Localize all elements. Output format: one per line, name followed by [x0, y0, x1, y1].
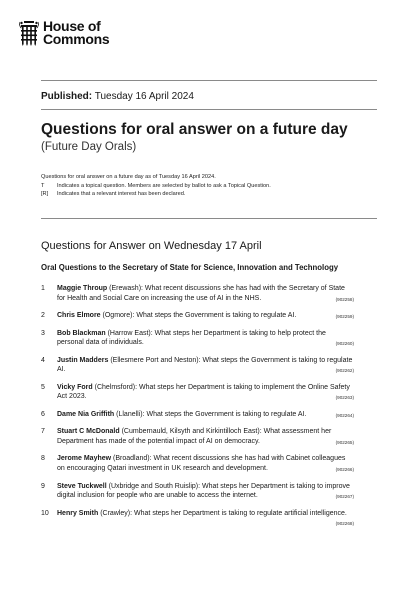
question-body: [57, 284, 353, 305]
question-number: 6: [41, 410, 45, 418]
question-text: What steps her Department is taking to help protect the personal data of individuals.: [57, 329, 326, 347]
constituency: (Crawley):: [100, 509, 133, 517]
question-text: What steps the Government is taking to regulate AI.: [57, 356, 353, 374]
question-number: 9: [41, 482, 45, 490]
question-item: [41, 284, 353, 305]
department-subheading: Oral Questions to the Secretary of State for Science, Innovation and Technology: [41, 263, 339, 272]
question-text: What steps her Department is taking to regulate artificial intelligence.: [134, 509, 347, 517]
question-reference: (902258): [335, 296, 354, 302]
question-body: [57, 509, 353, 530]
constituency: (Cumbernauld, Kilsyth and Kirkintilloch East):: [121, 428, 262, 436]
question-text: What recent discussions she has had with the Secretary of State for Health and Social Care on increasing the use of AI in the NHS.: [57, 285, 345, 302]
question-reference: (902264): [335, 412, 354, 418]
intro-line: Questions for oral answer on a future day as of Tuesday 16 April 2024.: [41, 174, 216, 180]
question-number: 7: [41, 428, 45, 436]
question-reference: (902266): [335, 467, 354, 473]
question-number: 3: [41, 329, 45, 337]
question-item: [41, 356, 353, 377]
member-name: Justin Madders: [57, 356, 109, 364]
question-number: 4: [41, 356, 45, 364]
member-name: Steve Tuckwell: [57, 482, 107, 490]
question-body: [57, 383, 353, 404]
constituency: (Ogmore):: [102, 312, 135, 320]
logo-line-1: House of: [43, 18, 101, 34]
published-label: Published:: [41, 91, 93, 102]
legend-text: Indicates that a relevant interest has been declared.: [57, 191, 186, 198]
legend-row-interest: [41, 190, 371, 199]
logo-line-2: Commons: [43, 31, 110, 47]
question-reference: (902265): [335, 439, 354, 445]
member-name: Chris Elmore: [57, 312, 101, 320]
question-item: [41, 454, 353, 475]
house-of-commons-logo: [19, 20, 109, 46]
legend-key: T: [41, 182, 45, 189]
question-body: [57, 356, 353, 377]
legend-row-topical: [41, 182, 371, 191]
question-reference: (902267): [335, 494, 354, 500]
question-text: What steps the Government is taking to regulate AI.: [136, 312, 297, 320]
question-reference: (902262): [335, 368, 354, 374]
question-number: 1: [41, 285, 45, 292]
question-text: What assessment her Department has made of the potential impact of AI on democracy.: [57, 428, 332, 445]
question-number: 2: [41, 312, 45, 320]
constituency: (Erewash):: [109, 285, 143, 292]
member-name: Stuart C McDonald: [57, 428, 120, 436]
question-number: 10: [41, 509, 49, 517]
question-text: What recent discussions she has had with Cabinet colleagues on encouraging Qatari investment in UK research and development.: [57, 455, 346, 473]
constituency: (Uxbridge and South Ruislip):: [108, 482, 201, 490]
question-text: What steps her Department is taking to implement the Online Safety Act 2023.: [57, 383, 350, 401]
question-item: [41, 482, 353, 503]
question-reference: (902259): [335, 314, 354, 320]
published-date: Tuesday 16 April 2024: [94, 91, 194, 102]
question-body: [57, 311, 353, 322]
published-line: [41, 91, 194, 102]
legend-text: Indicates a topical question. Members are selected by ballot to ask a Topical Question.: [57, 182, 271, 189]
intro-notes: [41, 173, 371, 199]
question-item: [41, 427, 353, 448]
constituency: (Harrow East):: [107, 329, 153, 337]
question-item: [41, 410, 353, 421]
member-name: Dame Nia Griffith: [57, 410, 115, 418]
question-reference: (902263): [335, 395, 354, 401]
document-title: Questions for oral answer on a future day: [41, 121, 348, 138]
section-heading: Questions for Answer on Wednesday 17 April: [41, 240, 262, 252]
portcullis-icon: [19, 20, 39, 46]
question-number: 5: [41, 383, 45, 391]
question-reference: (902268): [335, 521, 354, 527]
question-item: [41, 509, 353, 530]
question-body: [57, 482, 353, 503]
member-name: Maggie Throup: [57, 285, 108, 292]
legend-key: [R]: [41, 191, 49, 198]
constituency: (Ellesmere Port and Neston):: [110, 356, 201, 364]
question-item: [41, 329, 353, 350]
question-reference: (902260): [335, 341, 354, 347]
question-text: What steps her Department is taking to improve digital inclusion for people who are unable to access the internet.: [57, 482, 350, 500]
question-body: [57, 427, 353, 448]
divider: [41, 80, 377, 81]
constituency: (Broadland):: [113, 455, 152, 463]
question-body: [57, 454, 353, 475]
member-name: Vicky Ford: [57, 383, 93, 391]
constituency: (Llanelli):: [116, 410, 145, 418]
question-body: [57, 329, 353, 350]
document-subtitle: (Future Day Orals): [41, 141, 137, 153]
questions-list: [41, 284, 353, 529]
question-text: What steps the Government is taking to regulate AI.: [146, 410, 307, 418]
member-name: Henry Smith: [57, 509, 99, 517]
member-name: Bob Blackman: [57, 329, 106, 337]
question-body: [57, 410, 353, 421]
question-number: 8: [41, 455, 45, 463]
constituency: (Chelmsford):: [94, 383, 138, 391]
divider: [41, 218, 377, 219]
question-item: [41, 311, 353, 322]
question-item: [41, 383, 353, 404]
member-name: Jerome Mayhew: [57, 455, 112, 463]
divider: [41, 109, 377, 110]
